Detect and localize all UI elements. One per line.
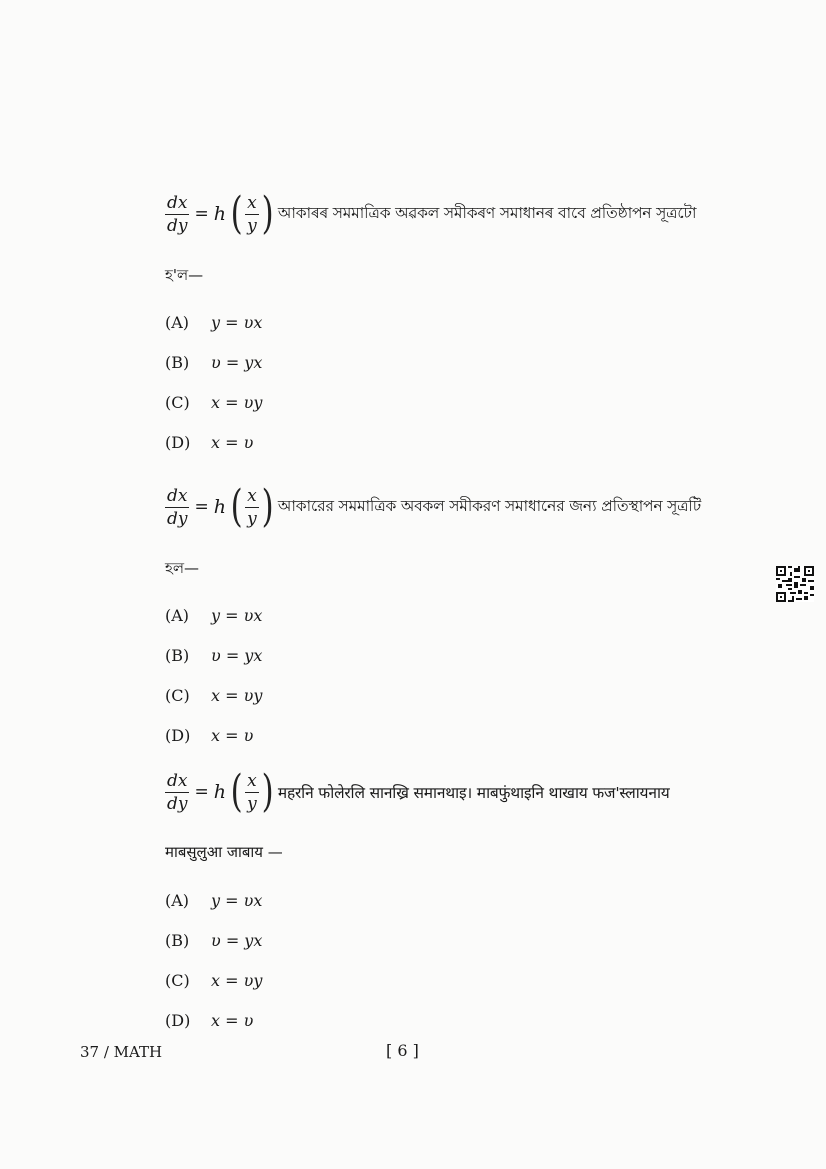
option-d	[165, 422, 765, 462]
option-label: (C)	[165, 685, 190, 705]
fraction-denominator: dy	[166, 793, 188, 814]
question-bengali	[165, 477, 765, 755]
option-c	[165, 675, 765, 715]
equals-sign: =	[194, 497, 209, 517]
option-expression: y = υx	[211, 890, 263, 910]
option-label: (B)	[165, 352, 190, 372]
left-paren: (	[230, 188, 243, 239]
option-expression: x = υy	[211, 685, 263, 705]
parenthesized-fraction	[228, 481, 276, 532]
argument-fraction	[245, 771, 259, 814]
fraction-numerator: dx	[167, 485, 188, 506]
option-c	[165, 382, 765, 422]
option-label: (C)	[165, 970, 190, 990]
option-label: (B)	[165, 930, 190, 950]
derivative-fraction	[165, 771, 189, 814]
option-expression: υ = yx	[211, 930, 263, 950]
fraction-denominator: y	[247, 215, 257, 236]
option-a	[165, 880, 765, 920]
question-assamese	[165, 184, 765, 462]
option-b	[165, 635, 765, 675]
qr-code-icon	[776, 566, 814, 602]
stem-continuation: माबसुलुआ जाबाय —	[165, 843, 283, 861]
option-label: (D)	[165, 432, 191, 452]
option-a	[165, 302, 765, 342]
options-list	[165, 595, 765, 755]
option-expression: x = υy	[211, 392, 263, 412]
option-expression: x = υ	[211, 725, 254, 745]
argument-fraction	[245, 193, 259, 236]
fraction-denominator: dy	[166, 215, 188, 236]
option-label: (A)	[165, 605, 190, 625]
stem-continuation: হ'ল—	[165, 266, 204, 284]
option-b	[165, 920, 765, 960]
option-label: (D)	[165, 725, 191, 745]
paper-code: 37 / MATH	[80, 1043, 163, 1061]
option-label: (A)	[165, 890, 190, 910]
option-c	[165, 960, 765, 1000]
argument-fraction	[245, 486, 259, 529]
parenthesized-fraction	[228, 188, 276, 239]
derivative-fraction	[165, 486, 189, 529]
option-label: (D)	[165, 1010, 191, 1030]
fraction-denominator: y	[247, 793, 257, 814]
function-h: h	[213, 781, 226, 803]
option-label: (A)	[165, 312, 190, 332]
option-b	[165, 342, 765, 382]
option-a	[165, 595, 765, 635]
option-label: (B)	[165, 645, 190, 665]
derivative-fraction	[165, 193, 189, 236]
fraction-numerator: x	[247, 192, 257, 213]
right-paren: )	[261, 766, 274, 817]
fraction-numerator: x	[247, 485, 257, 506]
option-expression: υ = yx	[211, 645, 263, 665]
left-paren: (	[230, 481, 243, 532]
fraction-denominator: dy	[166, 508, 188, 529]
option-expression: y = υx	[211, 605, 263, 625]
option-d	[165, 1000, 765, 1040]
option-expression: x = υy	[211, 970, 263, 990]
fraction-denominator: y	[247, 508, 257, 529]
option-expression: x = υ	[211, 432, 254, 452]
function-h: h	[213, 496, 226, 518]
equals-sign: =	[194, 782, 209, 802]
stem-text: महरनि फोलेरलि सानख्रि समानथाइ। माबफुंथाइनि थाखाय फज'स्लायनाय	[277, 784, 670, 802]
page-number: [ 6 ]	[386, 1041, 419, 1060]
fraction-numerator: dx	[167, 192, 188, 213]
option-label: (C)	[165, 392, 190, 412]
question-stem	[165, 184, 765, 244]
options-list	[165, 880, 765, 1040]
left-paren: (	[230, 766, 243, 817]
question-stem	[165, 762, 765, 822]
question-bodo	[165, 762, 765, 1040]
options-list	[165, 302, 765, 462]
right-paren: )	[261, 188, 274, 239]
option-expression: y = υx	[211, 312, 263, 332]
stem-text: আকাৰৰ সমমাত্ৰিক অৱকল সমীকৰণ সমাধানৰ বাবে প্ৰতিষ্ঠাপন সূত্ৰটো	[277, 204, 697, 222]
option-expression: υ = yx	[211, 352, 263, 372]
stem-text: আকারের সমমাত্রিক অবকল সমীকরণ সমাধানের জন্য প্রতিস্থাপন সূত্রটি	[277, 497, 702, 515]
stem-continuation: হল—	[165, 559, 200, 577]
fraction-numerator: dx	[167, 770, 188, 791]
parenthesized-fraction	[228, 766, 276, 817]
function-h: h	[213, 203, 226, 225]
question-stem	[165, 477, 765, 537]
right-paren: )	[261, 481, 274, 532]
option-d	[165, 715, 765, 755]
fraction-numerator: x	[247, 770, 257, 791]
equals-sign: =	[194, 204, 209, 224]
option-expression: x = υ	[211, 1010, 254, 1030]
